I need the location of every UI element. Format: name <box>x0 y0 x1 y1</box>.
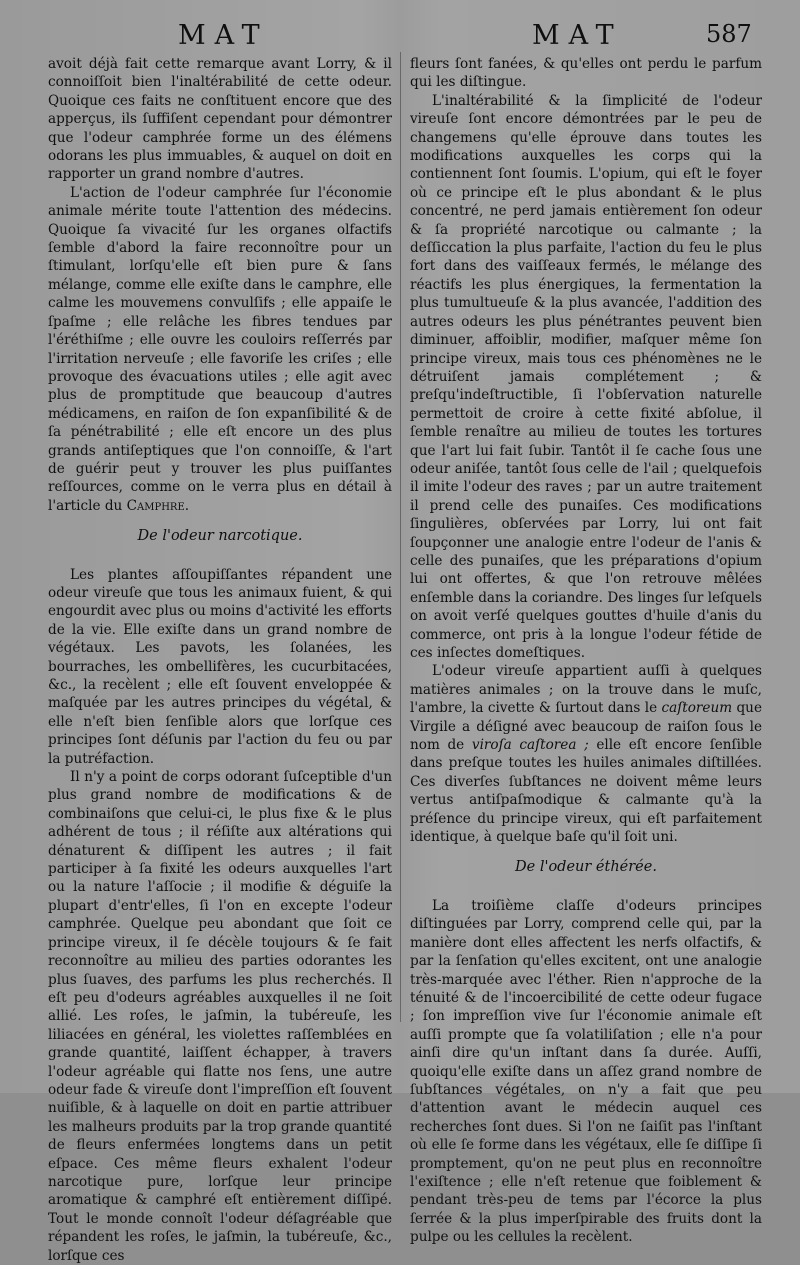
paragraph-text: elle eſt encore ſenſible dans preſque toutes les huiles animales diſtillées. Ces diverſes ſubſtances ne doivent même leurs vertus antiſpaſmodique & calmante qu'à la préſence du principe vireux, qui eſt parfaitement identique, à quelque baſe qu'il ſoit uni. <box>410 737 763 846</box>
section-heading: De l'odeur éthérée. <box>515 859 657 876</box>
right-column <box>410 55 762 1247</box>
paragraph <box>48 184 392 515</box>
running-header <box>0 16 800 56</box>
column-rule <box>400 52 401 1022</box>
section-heading: De l'odeur narcotique. <box>137 528 303 545</box>
paragraph: La troiſième claſſe d'odeurs principes diſtinguées par Lorry, comprend celle qui, par la manière dont elles affectent les nerfs olfactifs, & par la ſenſation qu'elles excitent, ont une analogie très-marquée avec l'éther. Rien n'approche de la ténuité & de l'incoercibilité de cette odeur fugace ; ſon impreſſion vive ſur l'économie animale eſt auſſi prompte que ſa volatiliſation ; elle n'a pour ainſi dire qu'un inſtant dans ſa durée. Auſſi, quoiqu'elle exiſte dans un aſſez grand nombre de ſubſtances végétales, on n'y a fait que peu d'attention avant le médecin auquel ces recherches ſont dues. Si l'on ne ſaiſit pas l'inſtant où elle ſe forme dans les végétaux, elle ſe diſſipe ſi promptement, qu'on ne peut plus en reconnoître l'exiſtence ; elle n'eſt retenue que foiblement & pendant très-peu de tems par l'écorce la plus ſerrée & la plus imperſpirable des fruits dont la pulpe ou les cellules la recèlent. <box>410 897 762 1246</box>
header-left-title: MAT <box>178 20 269 51</box>
paragraph-text: L'odeur vireuſe appartient auſſi à quelques matières animales ; on la trouve dans le muſc, l'ambre, la civette & ſurtout dans le <box>410 663 762 717</box>
paragraph: Les plantes aſſoupiſſantes répandent une odeur vireuſe que tous les animaux fuient, & qui engourdit avec plus ou moins d'activité les efforts de la vie. Elle exiſte dans un grand nombre de végétaux. Les pavots, les ſolanées, les bourraches, les ombellifères, les cucurbitacées, &c., la recèlent ; elle eſt ſouvent enveloppée & maſquée par les autres principes du végétal, & elle n'eſt bien ſenſible alors que lorſque ces principes ſont déſunis par l'action du feu ou par la putréfaction. <box>48 566 392 767</box>
cross-reference: Camphre. <box>126 497 190 514</box>
page-number: 587 <box>706 20 752 48</box>
latin-term: viroſa caſtorea ; <box>471 737 589 754</box>
left-column <box>48 55 392 1265</box>
paragraph: L'inaltérabilité & la ſimplicité de l'odeur vireuſe ſont encore démontrées par le peu de changemens qu'elle éprouve dans toutes les modifications auxquelles les corps qui la contiennent ſont ſoumis. L'opium, qui eſt le foyer où ce principe eſt le plus abondant & le plus concentré, ne perd jamais entièrement ſon odeur & ſa propriété narcotique ou calmante ; la deſſiccation la plus parfaite, l'action du feu le plus fort dans des vaiſſeaux fermés, le mélange des réactifs les plus énergiques, la fermentation la plus tumultueuſe & la plus avancée, l'addition des autres odeurs les plus pénétrantes peuvent bien diminuer, affoiblir, modifier, maſquer même ſon principe vireux, mais tous ces phénomènes ne le détruiſent jamais complétement ; & preſqu'indeſtructible, ſi l'obſervation naturelle permettoit de croire à cette fixité abſolue, il ſemble renaître au milieu de toutes les tortures que l'art lui fait ſubir. Tantôt il ſe cache ſous une odeur aniſée, tantôt ſous celle de l'ail ; quelquefois il imite l'odeur des raves ; par un autre traitement il prend celle des punaiſes. Ces modifications ſingulières, obſervées par Lorry, lui ont fait ſoupçonner une analogie entre l'odeur de l'anis & celle des punaiſes, que les préparations d'opium lui ont offertes, & que l'on retrouve mêlées enſemble dans la coriandre. Des linges ſur leſquels on avoit verſé quelques gouttes d'huile d'anis du commerce, ont pris à la longue l'odeur fétide de ces inſectes domeſtiques. <box>410 92 762 661</box>
paragraph: fleurs ſont fanées, & qu'elles ont perdu le parfum qui les diſtingue. <box>410 56 762 91</box>
paragraph-text: que Virgile a déſigné avec beaucoup de raiſon ſous le nom de <box>410 700 762 754</box>
header-right-title: MAT <box>532 20 623 51</box>
paragraph: avoit déjà fait cette remarque avant Lorry, & il connoiſſoit bien l'inaltérabilité de cette odeur. Quoique ces faits ne conſtituent encore que des apperçus, ils ſuffiſent cependant pour démontrer que l'odeur camphrée forme un des élémens odorans les plus immuables, & auquel on doit en rapporter un grand nombre d'autres. <box>48 56 392 183</box>
latin-term: caſtoreum <box>661 700 733 717</box>
paragraph-text: L'action de l'odeur camphrée ſur l'économie animale mérite toute l'attention des médecins. Quoique ſa vivacité ſur les organes olfactifs ſemble d'abord la faire reconnoître pour un ſtimulant, lorſqu'elle eſt bien pure & ſans mélange, comme elle exiſte dans le camphre, elle calme les mouvemens convulſifs ; elle appaiſe le ſpaſme ; elle relâche les fibres tendues par l'éréthiſme ; elle ouvre les couloirs reſſerrés par l'irritation nerveuſe ; elle favoriſe les criſes ; elle provoque des évacuations utiles ; elle agit avec plus de promptitude que beaucoup d'autres médicamens, en raiſon de ſon expanſibilité & de ſa pénétrabilité ; elle eſt encore un des plus grands antiſeptiques que l'on connoiſſe, & l'art de guérir peut y trouver les plus puiſſantes reſſources, comme on le verra plus en détail à l'article du <box>48 184 392 514</box>
paragraph: Il n'y a point de corps odorant ſuſceptible d'un plus grand nombre de modifications & de combinaiſons que celui-ci, le plus fixe & le plus adhérent de tous ; il réſiſte aux altérations qui dénaturent & diſſipent les autres ; il fait participer à ſa fixité les odeurs auxquelles l'art ou la nature l'aſſocie ; il modifie & déguiſe la plupart d'entr'elles, ſi l'on en excepte l'odeur camphrée. Quelque peu abondant que ſoit ce principe vireux, il ſe décèle toujours & ſe fait reconnoître au milieu des parties odorantes les plus ſuaves, des parfums les plus recherchés. Il eſt peu d'odeurs agréables auxquelles il ne ſoit allié. Les roſes, le jaſmin, la tubéreuſe, les liliacées en général, les violettes raſſemblées en grande quantité, laiſſent échapper, à travers l'odeur agréable qui flatte nos ſens, une autre odeur fade & vireuſe dont l'impreſſion eſt ſouvent nuiſible, & à laquelle on doit en partie attribuer les malheurs produits par la trop grande quantité de fleurs enfermées longtems dans un petit eſpace. Ces même fleurs exhalent l'odeur narcotique pure, lorſque leur principe aromatique & camphré eſt entièrement diſſipé. Tout le monde connoît l'odeur déſagréable que répandent les roſes, le jaſmin, la tubéreuſe, &c., lorſque ces <box>48 769 392 1264</box>
paragraph <box>410 662 762 846</box>
